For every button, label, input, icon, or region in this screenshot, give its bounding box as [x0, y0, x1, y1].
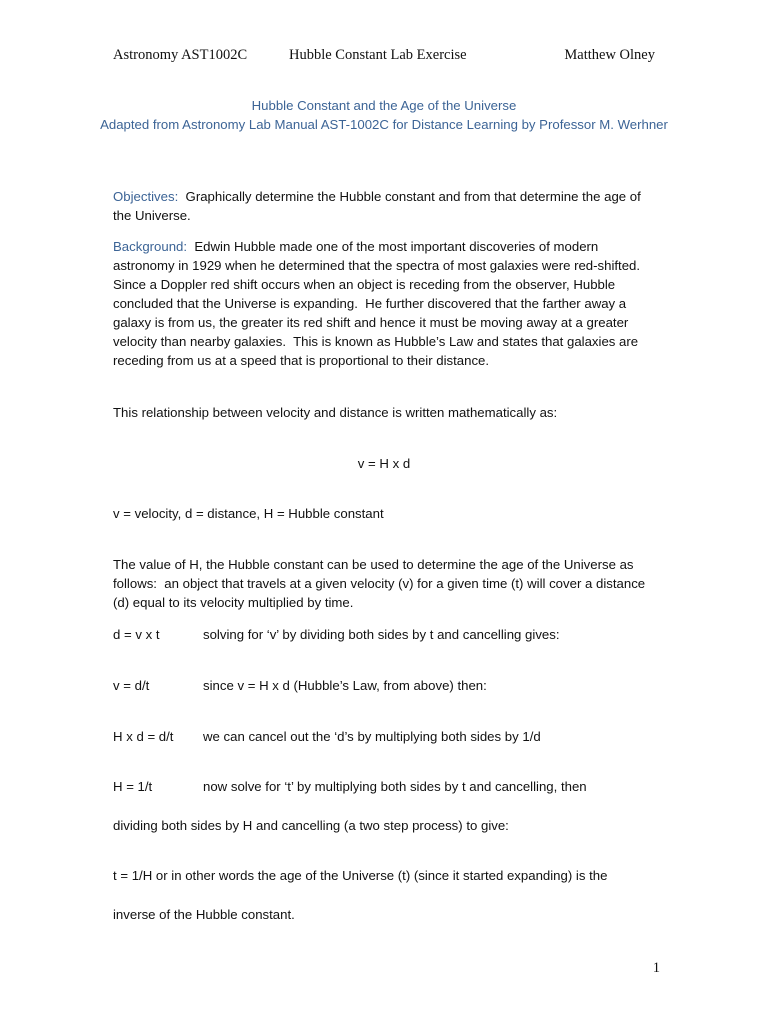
derivation-step [113, 625, 658, 644]
header-course: Astronomy AST1002C [113, 47, 248, 63]
title-block [100, 96, 668, 134]
background-label: Background: [113, 239, 188, 254]
page-number: 1 [652, 960, 660, 976]
derivation-equation: H = 1/t [113, 779, 153, 794]
objectives-label: Objectives: [113, 189, 179, 204]
age-conclusion-line: t = 1/H or in other words the age of the Universe (t) (since it started expanding) is the [113, 868, 608, 883]
variable-definitions: v = velocity, d = distance, H = Hubble constant [113, 506, 384, 521]
inverse-conclusion-line: inverse of the Hubble constant. [113, 907, 295, 922]
derivation-step [113, 777, 658, 796]
header-author: Matthew Olney [564, 47, 655, 63]
derivation-equation: H x d = d/t [113, 729, 174, 744]
derivation-equation: v = d/t [113, 678, 150, 693]
derivation-explanation: now solve for ‘t’ by multiplying both sides by t and cancelling, then [203, 779, 587, 794]
hubble-law-equation: v = H x d [357, 456, 411, 471]
background-text: Edwin Hubble made one of the most important discoveries of modern astronomy in 1929 when he determined that the spectra of most galaxies were red-shifted. Since a Doppler red shift occurs when an object is receding from the observer, Hubble concluded that the Universe is expanding. He further discovered that the farther away a galaxy is from us, the greater its red shift and hence it must be moving away at a greater velocity than nearby galaxies. This is known as Hubble’s Law and states that galaxies are receding from us at a speed that is proportional to their distance. [113, 239, 648, 368]
document-title: Hubble Constant and the Age of the Universe [251, 98, 517, 113]
hubble-value-paragraph: The value of H, the Hubble constant can be used to determine the age of the Universe as follows: an object that travels at a given velocity (v) for a given time (t) will cover a distance (d) equal to its velocity multiplied by time. [113, 557, 649, 610]
derivation-explanation: solving for ‘v’ by dividing both sides by t and cancelling gives: [203, 627, 560, 642]
background-paragraph [113, 237, 658, 370]
derivation-step [113, 676, 658, 695]
derivation-explanation: since v = H x d (Hubble’s Law, from above) then: [203, 678, 487, 693]
objectives-text: Graphically determine the Hubble constant and from that determine the age of the Universe. [113, 189, 645, 223]
derivation-step [113, 727, 658, 746]
document-subtitle: Adapted from Astronomy Lab Manual AST-1002C for Distance Learning by Professor M. Werhner [100, 117, 668, 132]
page-header [113, 47, 655, 67]
derivation-explanation: we can cancel out the ‘d’s by multiplying both sides by 1/d [203, 729, 541, 744]
dividing-paragraph: dividing both sides by H and cancelling (a two step process) to give: [113, 818, 509, 833]
relationship-paragraph: This relationship between velocity and distance is written mathematically as: [113, 405, 558, 420]
derivation-equation: d = v x t [113, 627, 160, 642]
header-exercise: Hubble Constant Lab Exercise [289, 47, 467, 63]
objectives-paragraph [113, 187, 658, 225]
